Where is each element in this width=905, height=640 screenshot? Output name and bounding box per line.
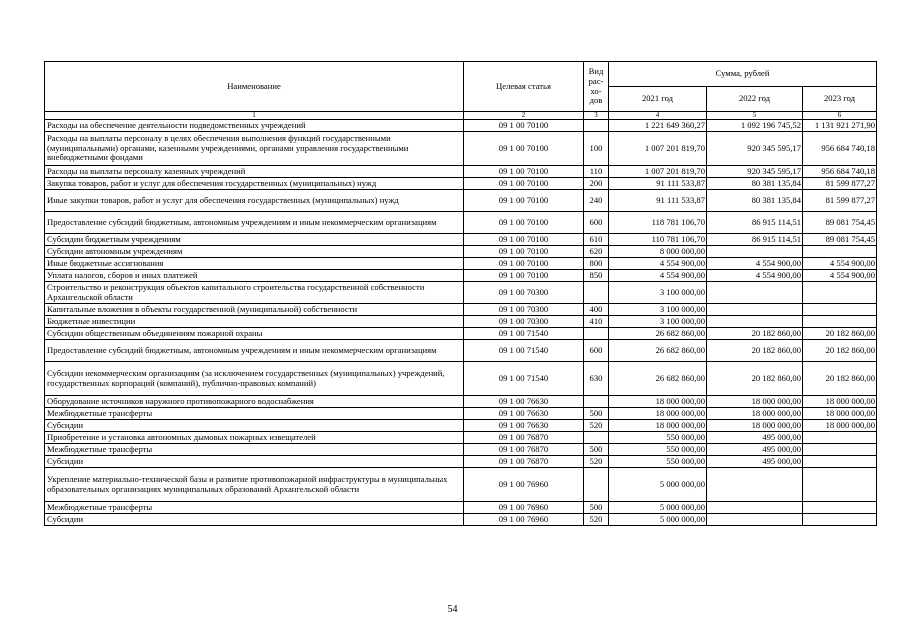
row-name: Субсидии [45, 456, 464, 468]
row-sum-2022 [707, 316, 803, 328]
table-row [45, 420, 877, 432]
row-target-article: 09 1 00 70100 [464, 234, 584, 246]
row-name: Иные закупки товаров, работ и услуг для обеспечения государственных (муниципальных) нужд [45, 190, 464, 212]
row-expense-type [584, 328, 609, 340]
row-sum-2022: 4 554 900,00 [707, 258, 803, 270]
row-name: Уплата налогов, сборов и иных платежей [45, 270, 464, 282]
row-sum-2023: 956 684 740,18 [803, 166, 877, 178]
row-sum-2021: 18 000 000,00 [609, 408, 707, 420]
row-target-article: 09 1 00 71540 [464, 362, 584, 396]
row-sum-2021: 26 682 860,00 [609, 362, 707, 396]
row-target-article: 09 1 00 76870 [464, 444, 584, 456]
column-number: 1 [45, 112, 464, 120]
row-sum-2023: 89 081 754,45 [803, 212, 877, 234]
table-row [45, 340, 877, 362]
table-row [45, 468, 877, 502]
row-name: Капитальные вложения в объекты государственной (муниципальной) собственности [45, 304, 464, 316]
row-expense-type: 520 [584, 456, 609, 468]
row-target-article: 09 1 00 70100 [464, 258, 584, 270]
row-name: Предоставление субсидий бюджетным, автономным учреждениям и иным некоммерческим организациям [45, 340, 464, 362]
row-sum-2021: 1 221 649 360,27 [609, 120, 707, 132]
row-name: Расходы на выплаты персоналу казенных учреждений [45, 166, 464, 178]
table-row [45, 132, 877, 166]
table-row [45, 456, 877, 468]
row-expense-type [584, 282, 609, 304]
row-expense-type: 620 [584, 246, 609, 258]
row-sum-2023 [803, 316, 877, 328]
row-target-article: 09 1 00 76870 [464, 456, 584, 468]
row-target-article: 09 1 00 70100 [464, 178, 584, 190]
row-expense-type: 500 [584, 502, 609, 514]
row-target-article: 09 1 00 70100 [464, 246, 584, 258]
page-number: 54 [447, 604, 458, 615]
row-sum-2021: 5 000 000,00 [609, 502, 707, 514]
row-expense-type: 200 [584, 178, 609, 190]
row-sum-2022: 495 000,00 [707, 444, 803, 456]
row-expense-type: 400 [584, 304, 609, 316]
table-row [45, 408, 877, 420]
header-year-2022: 2022 год [707, 87, 803, 112]
row-expense-type: 630 [584, 362, 609, 396]
table-row [45, 396, 877, 408]
row-expense-type: 600 [584, 340, 609, 362]
row-sum-2021: 26 682 860,00 [609, 328, 707, 340]
row-sum-2021: 118 781 106,70 [609, 212, 707, 234]
row-sum-2023 [803, 246, 877, 258]
row-sum-2023: 18 000 000,00 [803, 408, 877, 420]
row-sum-2022: 20 182 860,00 [707, 340, 803, 362]
table-row [45, 166, 877, 178]
row-name: Строительство и реконструкция объектов капитального строительства государственной собственности Архангельской области [45, 282, 464, 304]
budget-table [44, 61, 877, 526]
row-sum-2021: 1 007 201 819,70 [609, 166, 707, 178]
row-sum-2021: 110 781 106,70 [609, 234, 707, 246]
row-sum-2023: 1 131 921 271,90 [803, 120, 877, 132]
table-row [45, 444, 877, 456]
row-name: Субсидии некоммерческим организациям (за исключением государственных (муниципальных) учреждений, государственных корпораций (компаний), публично-правовых компаний) [45, 362, 464, 396]
row-sum-2021: 3 100 000,00 [609, 304, 707, 316]
row-sum-2023: 4 554 900,00 [803, 270, 877, 282]
row-name: Межбюджетные трансферты [45, 408, 464, 420]
row-expense-type: 610 [584, 234, 609, 246]
row-sum-2022: 1 092 196 745,52 [707, 120, 803, 132]
row-sum-2022: 20 182 860,00 [707, 362, 803, 396]
row-expense-type: 110 [584, 166, 609, 178]
row-sum-2023: 81 599 877,27 [803, 190, 877, 212]
table-row [45, 270, 877, 282]
header-sum: Сумма, рублей [609, 62, 877, 87]
row-sum-2023 [803, 514, 877, 526]
row-sum-2022: 495 000,00 [707, 432, 803, 444]
row-sum-2021: 91 111 533,87 [609, 190, 707, 212]
header-target-article: Целевая статья [464, 62, 584, 112]
row-expense-type: 800 [584, 258, 609, 270]
row-target-article: 09 1 00 70100 [464, 190, 584, 212]
row-sum-2022: 80 381 135,84 [707, 190, 803, 212]
row-target-article: 09 1 00 71540 [464, 328, 584, 340]
row-expense-type: 500 [584, 408, 609, 420]
row-sum-2023: 20 182 860,00 [803, 340, 877, 362]
table-row [45, 282, 877, 304]
row-name: Субсидии автономным учреждениям [45, 246, 464, 258]
row-target-article: 09 1 00 70100 [464, 270, 584, 282]
column-numbers-row [45, 112, 877, 120]
row-target-article: 09 1 00 76630 [464, 408, 584, 420]
row-target-article: 09 1 00 70100 [464, 212, 584, 234]
row-target-article: 09 1 00 71540 [464, 340, 584, 362]
row-sum-2021: 5 000 000,00 [609, 468, 707, 502]
row-sum-2023 [803, 456, 877, 468]
row-sum-2023: 20 182 860,00 [803, 328, 877, 340]
row-expense-type: 520 [584, 420, 609, 432]
row-sum-2022: 18 000 000,00 [707, 420, 803, 432]
row-sum-2022: 4 554 900,00 [707, 270, 803, 282]
row-sum-2021: 8 000 000,00 [609, 246, 707, 258]
row-sum-2022 [707, 282, 803, 304]
row-sum-2022 [707, 514, 803, 526]
row-target-article: 09 1 00 70300 [464, 304, 584, 316]
row-sum-2021: 26 682 860,00 [609, 340, 707, 362]
row-expense-type: 520 [584, 514, 609, 526]
row-name: Расходы на выплаты персоналу в целях обеспечения выполнения функций государственными (муниципальными) органами, казенными учреждениями, органами управления государственными внебюджетными фондами [45, 132, 464, 166]
row-sum-2023: 18 000 000,00 [803, 420, 877, 432]
column-number: 3 [584, 112, 609, 120]
row-name: Закупка товаров, работ и услуг для обеспечения государственных (муниципальных) нужд [45, 178, 464, 190]
row-sum-2022: 20 182 860,00 [707, 328, 803, 340]
row-sum-2021: 550 000,00 [609, 456, 707, 468]
row-sum-2023: 89 081 754,45 [803, 234, 877, 246]
table-row [45, 120, 877, 132]
table-row [45, 246, 877, 258]
table-row [45, 178, 877, 190]
row-expense-type: 850 [584, 270, 609, 282]
column-number: 2 [464, 112, 584, 120]
row-sum-2021: 18 000 000,00 [609, 420, 707, 432]
row-name: Межбюджетные трансферты [45, 444, 464, 456]
row-sum-2022: 18 000 000,00 [707, 396, 803, 408]
row-expense-type: 240 [584, 190, 609, 212]
row-sum-2022: 920 345 595,17 [707, 166, 803, 178]
table-row [45, 258, 877, 270]
row-sum-2021: 1 007 201 819,70 [609, 132, 707, 166]
row-name: Субсидии бюджетным учреждениям [45, 234, 464, 246]
row-target-article: 09 1 00 70300 [464, 282, 584, 304]
table-row [45, 212, 877, 234]
row-expense-type [584, 468, 609, 502]
row-sum-2021: 4 554 900,00 [609, 258, 707, 270]
header-name: Наименование [45, 62, 464, 112]
row-target-article: 09 1 00 76960 [464, 468, 584, 502]
row-expense-type: 500 [584, 444, 609, 456]
row-sum-2023 [803, 468, 877, 502]
row-name: Иные бюджетные ассигнования [45, 258, 464, 270]
row-sum-2022: 920 345 595,17 [707, 132, 803, 166]
table-row [45, 234, 877, 246]
table-row [45, 328, 877, 340]
row-name: Предоставление субсидий бюджетным, автономным учреждениям и иным некоммерческим организациям [45, 212, 464, 234]
row-expense-type: 600 [584, 212, 609, 234]
table-row [45, 304, 877, 316]
row-name: Межбюджетные трансферты [45, 502, 464, 514]
row-sum-2023 [803, 304, 877, 316]
header-year-2021: 2021 год [609, 87, 707, 112]
row-sum-2022 [707, 304, 803, 316]
row-sum-2021: 3 100 000,00 [609, 282, 707, 304]
row-sum-2022: 86 915 114,51 [707, 212, 803, 234]
row-sum-2023 [803, 444, 877, 456]
row-name: Бюджетные инвестиции [45, 316, 464, 328]
row-sum-2021: 4 554 900,00 [609, 270, 707, 282]
row-sum-2022: 80 381 135,84 [707, 178, 803, 190]
row-sum-2022: 18 000 000,00 [707, 408, 803, 420]
row-name: Субсидии общественным объединениям пожарной охраны [45, 328, 464, 340]
row-sum-2021: 18 000 000,00 [609, 396, 707, 408]
header-expense-type: Вид рас- хо- дов [584, 62, 609, 112]
table-row [45, 316, 877, 328]
row-target-article: 09 1 00 76960 [464, 502, 584, 514]
row-sum-2023: 81 599 877,27 [803, 178, 877, 190]
table-row [45, 502, 877, 514]
row-target-article: 09 1 00 76960 [464, 514, 584, 526]
row-sum-2021: 3 100 000,00 [609, 316, 707, 328]
row-target-article: 09 1 00 76630 [464, 396, 584, 408]
row-sum-2022 [707, 246, 803, 258]
column-number: 6 [803, 112, 877, 120]
row-sum-2021: 5 000 000,00 [609, 514, 707, 526]
row-sum-2023 [803, 282, 877, 304]
row-expense-type: 100 [584, 132, 609, 166]
row-expense-type: 410 [584, 316, 609, 328]
column-number: 4 [609, 112, 707, 120]
row-sum-2022 [707, 468, 803, 502]
row-name: Оборудование источников наружного противопожарного водоснабжения [45, 396, 464, 408]
row-name: Укрепление материально-технической базы и развитие противопожарной инфраструктуры в муниципальных образовательных организациях муниципальных образований Архангельской области [45, 468, 464, 502]
row-name: Субсидии [45, 514, 464, 526]
row-sum-2021: 550 000,00 [609, 432, 707, 444]
row-sum-2023: 18 000 000,00 [803, 396, 877, 408]
table-row [45, 432, 877, 444]
row-target-article: 09 1 00 70300 [464, 316, 584, 328]
row-target-article: 09 1 00 70100 [464, 132, 584, 166]
row-sum-2021: 550 000,00 [609, 444, 707, 456]
row-sum-2023: 20 182 860,00 [803, 362, 877, 396]
header-year-2023: 2023 год [803, 87, 877, 112]
row-expense-type [584, 396, 609, 408]
row-expense-type [584, 432, 609, 444]
row-target-article: 09 1 00 70100 [464, 120, 584, 132]
row-sum-2023 [803, 432, 877, 444]
row-target-article: 09 1 00 76870 [464, 432, 584, 444]
row-sum-2023: 4 554 900,00 [803, 258, 877, 270]
row-name: Субсидии [45, 420, 464, 432]
row-sum-2022: 86 915 114,51 [707, 234, 803, 246]
row-sum-2023 [803, 502, 877, 514]
row-name: Расходы на обеспечение деятельности подведомственных учреждений [45, 120, 464, 132]
row-sum-2022 [707, 502, 803, 514]
column-number: 5 [707, 112, 803, 120]
table-row [45, 190, 877, 212]
row-sum-2022: 495 000,00 [707, 456, 803, 468]
row-sum-2023: 956 684 740,18 [803, 132, 877, 166]
table-row [45, 362, 877, 396]
row-expense-type [584, 120, 609, 132]
row-target-article: 09 1 00 70100 [464, 166, 584, 178]
row-target-article: 09 1 00 76630 [464, 420, 584, 432]
row-name: Приобретение и установка автономных дымовых пожарных извещателей [45, 432, 464, 444]
table-row [45, 514, 877, 526]
row-sum-2021: 91 111 533,87 [609, 178, 707, 190]
